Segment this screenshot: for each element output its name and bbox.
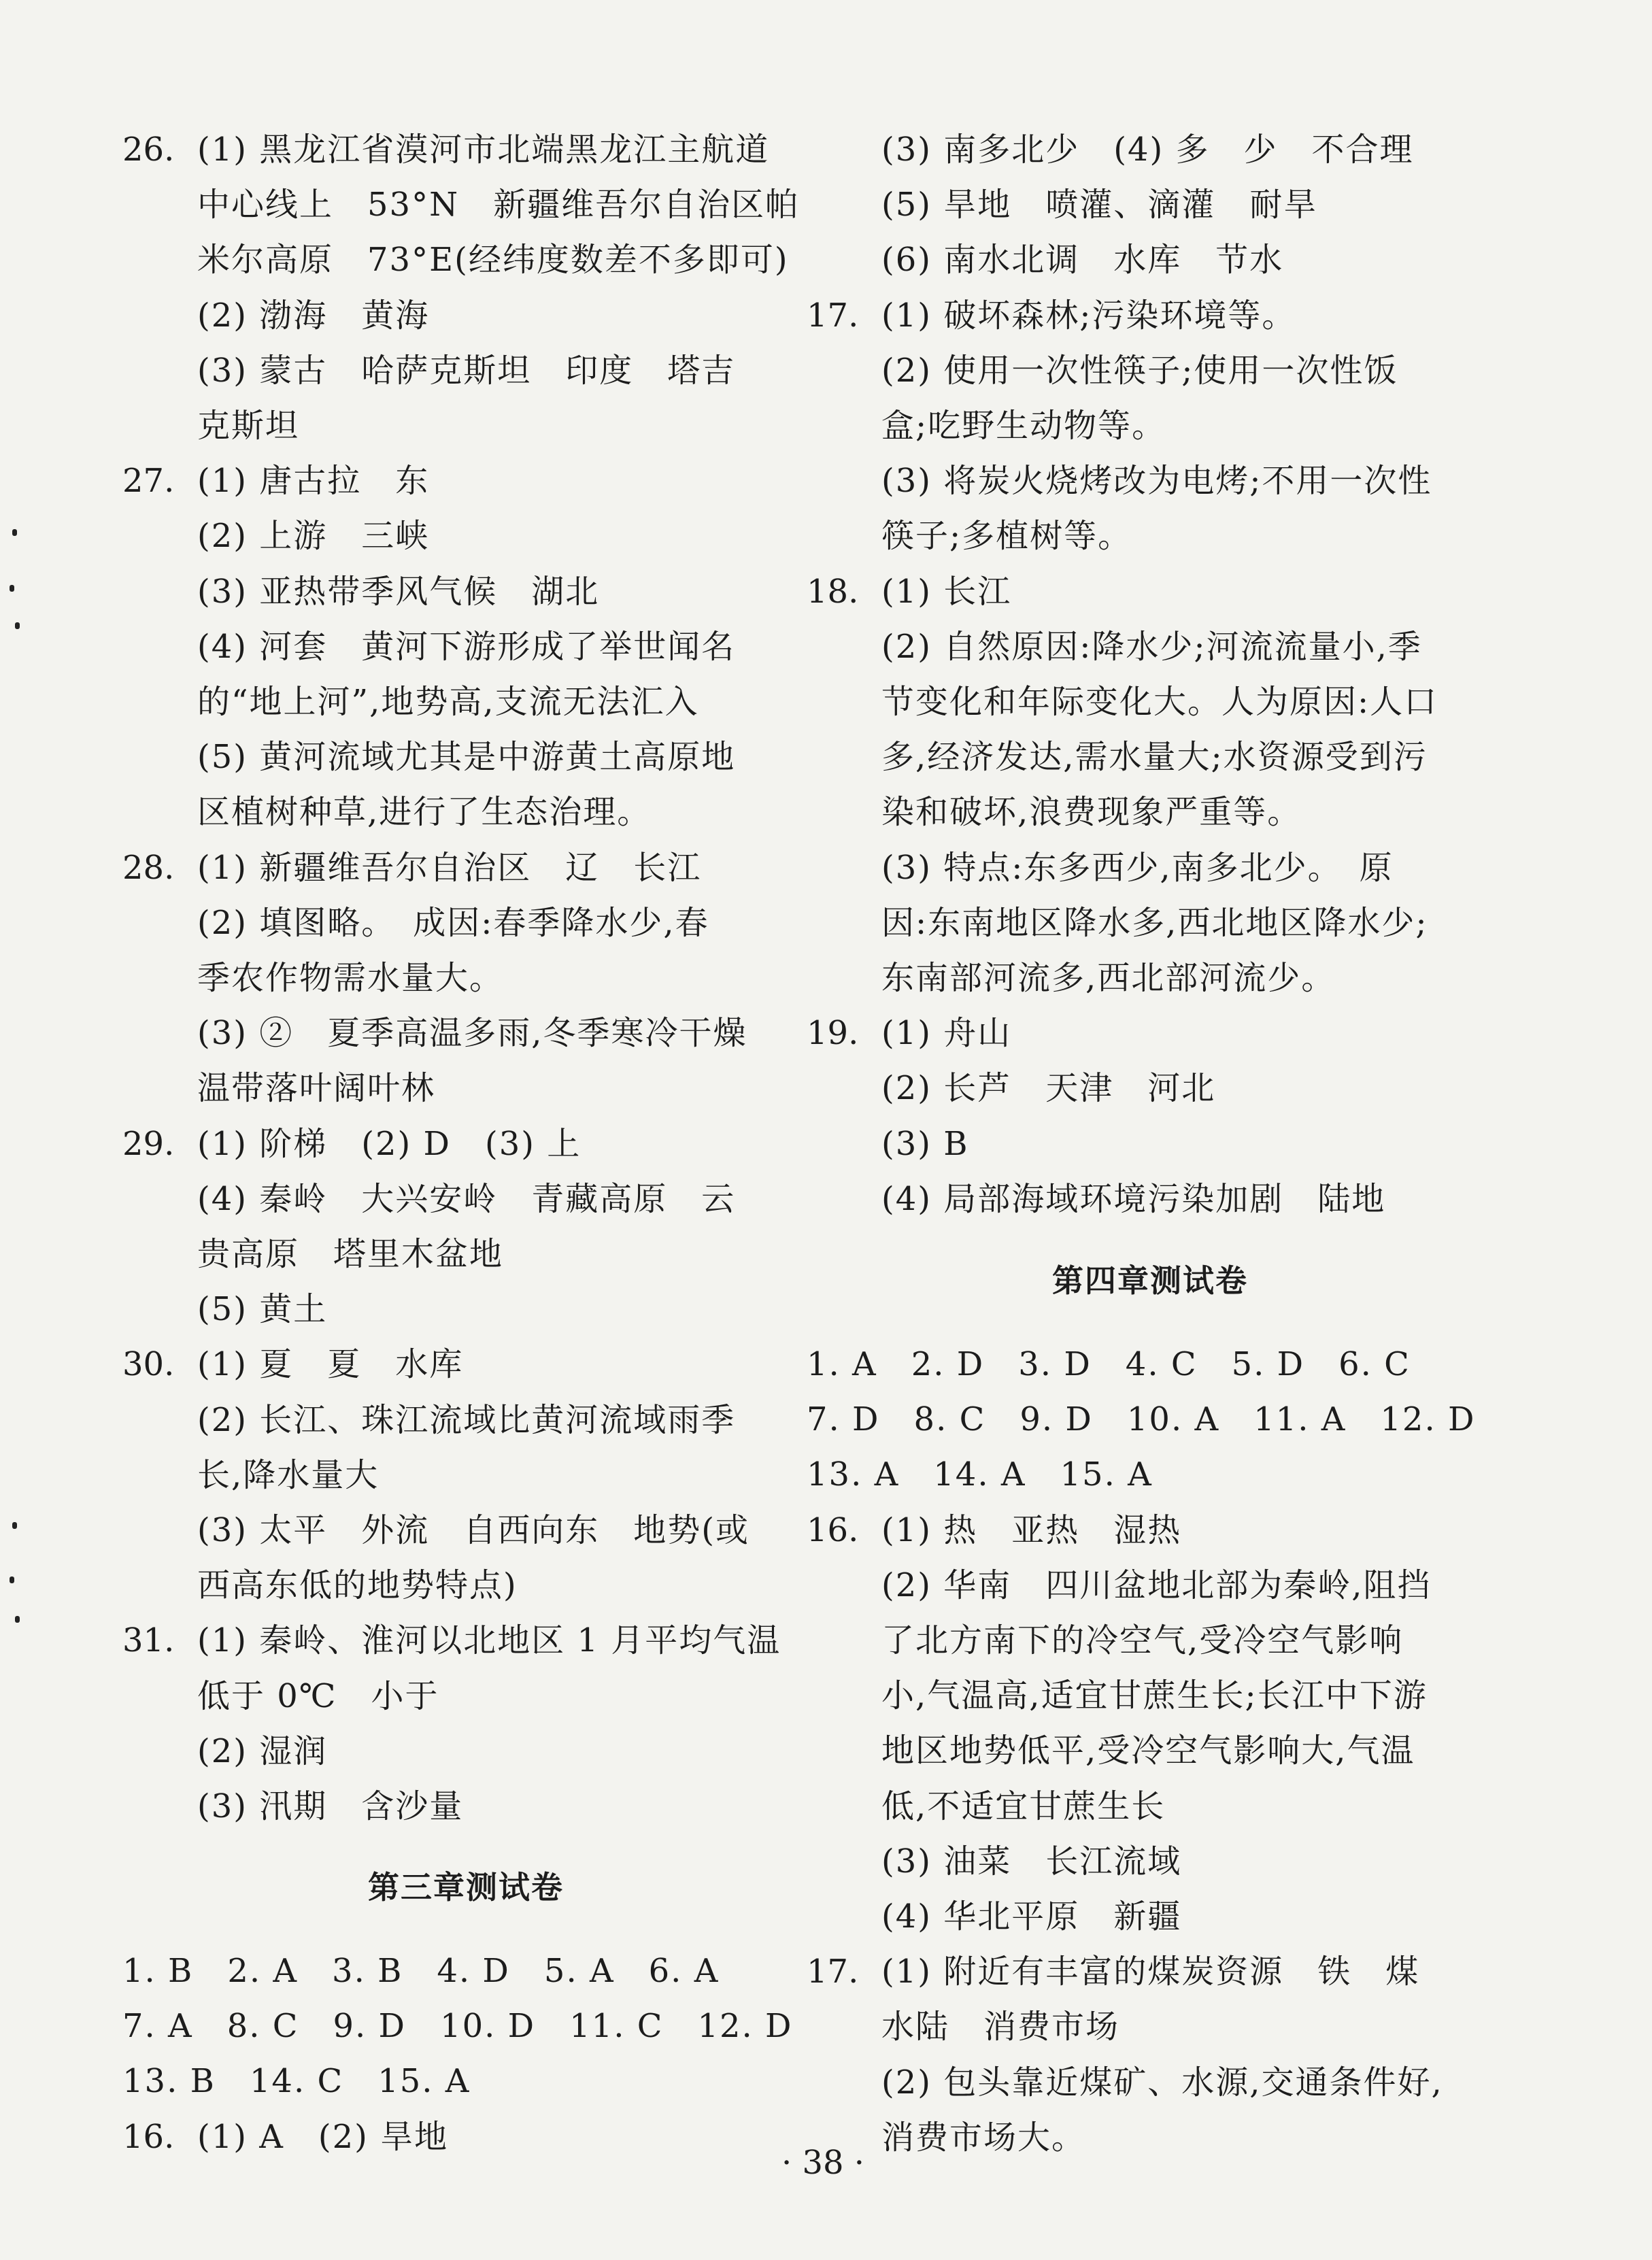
answer-line: 7. D 8. C 9. D 10. A 11. A 12. D [807, 1400, 1476, 1439]
answer-text: (1) 黑龙江省漠河市北端黑龙江主航道 [197, 131, 770, 169]
scan-mark [10, 1576, 14, 1583]
answer-line [122, 1124, 581, 1164]
answer-line: 小,气温高,适宜甘蔗生长;长江中下游 [881, 1676, 1428, 1715]
answer-line: 13. B 14. C 15. A [122, 2062, 471, 2101]
answer-line: 季农作物需水量大。 [197, 959, 504, 997]
section-heading: 第四章测试卷 [1052, 1262, 1248, 1299]
scan-mark [15, 1616, 20, 1623]
answer-line: (2) 上游 三峡 [197, 517, 430, 556]
question-number: 31. [122, 1621, 175, 1660]
answer-line: (3) 太平 外流 自西向东 地势(或 [197, 1511, 749, 1549]
answer-line: (3) ② 夏季高温多雨,冬季寒冷干燥 [197, 1014, 747, 1053]
answer-text: (1) 秦岭、淮河以北地区 1 月平均气温 [197, 1621, 781, 1660]
answer-line: 筷子;多植树等。 [881, 517, 1132, 556]
question-number: 30. [122, 1345, 175, 1384]
answer-line: (2) 填图略。 成因:春季降水少,春 [197, 903, 709, 942]
answer-line: 7. A 8. C 9. D 10. D 11. C 12. D [122, 2007, 793, 2046]
question-number: 16. [807, 1511, 859, 1549]
answer-line: 1. B 2. A 3. B 4. D 5. A 6. A [122, 1952, 720, 1990]
answer-line: (3) 特点:东多西少,南多北少。 原 [881, 848, 1394, 887]
answer-line: (2) 长芦 天津 河北 [881, 1069, 1216, 1108]
answer-line [122, 460, 429, 501]
answer-line [122, 1620, 781, 1661]
answer-line: 节变化和年际变化大。人为原因:人口 [881, 683, 1438, 721]
answer-line [807, 571, 1011, 612]
answer-text: (1) 破坏森林;污染环境等。 [881, 296, 1296, 335]
answer-line: 温带落叶阔叶林 [197, 1069, 436, 1108]
answer-line: 西高东低的地势特点) [197, 1566, 518, 1605]
scan-mark [10, 585, 14, 592]
answer-line: (4) 河套 黄河下游形成了举世闻名 [197, 627, 736, 666]
answer-line [807, 1510, 1181, 1551]
answer-line [807, 295, 1296, 336]
answer-line: (2) 长江、珠江流域比黄河流域雨季 [197, 1400, 736, 1439]
question-number: 17. [807, 296, 859, 335]
answer-line: 盒;吃野生动物等。 [881, 407, 1166, 445]
answer-text: (1) 舟山 [881, 1014, 1012, 1053]
answer-line [122, 129, 769, 170]
answer-line: 多,经济发达,需水量大;水资源受到污 [881, 738, 1428, 777]
answer-line: 东南部河流多,西北部河流少。 [881, 959, 1336, 997]
answer-line [122, 1344, 463, 1385]
answer-line: 长,降水量大 [197, 1455, 380, 1494]
answer-line: (3) B [881, 1124, 969, 1163]
answer-line: (2) 渤海 黄海 [197, 296, 430, 335]
answer-line: (3) 亚热带季风气候 湖北 [197, 572, 600, 611]
answer-line: 地区地势低平,受冷空气影响大,气温 [881, 1732, 1415, 1770]
answer-line: (4) 局部海域环境污染加剧 陆地 [881, 1179, 1386, 1218]
answer-text: (1) 新疆维吾尔自治区 辽 长江 [197, 848, 702, 887]
question-number: 17. [807, 1953, 859, 1991]
answer-line: (2) 华南 四川盆地北部为秦岭,阻挡 [881, 1566, 1432, 1604]
answer-text: (1) 夏 夏 水库 [197, 1345, 464, 1384]
answer-line [807, 1951, 1419, 1992]
answer-line: 水陆 消费市场 [881, 2008, 1120, 2046]
answer-line: 克斯坦 [197, 407, 300, 445]
answer-line: (2) 包头靠近煤矿、水源,交通条件好, [881, 2063, 1443, 2102]
page-number: · 38 · [781, 2144, 865, 2182]
answer-text: (1) 唐古拉 东 [197, 462, 430, 501]
question-number: 18. [807, 572, 859, 611]
answer-text: (1) 阶梯 (2) D (3) 上 [197, 1124, 581, 1163]
answer-line: (3) 蒙古 哈萨克斯坦 印度 塔吉 [197, 351, 736, 390]
answer-line: 因:东南地区降水多,西北地区降水少; [881, 903, 1428, 942]
answer-line: 消费市场大。 [881, 2118, 1086, 2157]
answer-line: (5) 旱地 喷灌、滴灌 耐旱 [881, 186, 1318, 224]
answer-line: 13. A 14. A 15. A [807, 1455, 1153, 1494]
answer-text: (1) 附近有丰富的煤炭资源 铁 煤 [881, 1953, 1420, 1991]
answer-line: 染和破坏,浪费现象严重等。 [881, 793, 1302, 832]
question-number: 26. [122, 131, 175, 169]
scan-mark [15, 622, 20, 629]
question-number: 16. [122, 2117, 175, 2156]
answer-line: (3) 将炭火烧烤改为电烤;不用一次性 [881, 462, 1432, 501]
answer-line [807, 1013, 1011, 1053]
answer-line: (3) 汛期 含沙量 [197, 1787, 464, 1825]
answer-line: 区植树种草,进行了生态治理。 [197, 793, 652, 832]
question-number: 28. [122, 848, 175, 887]
answer-line: (4) 秦岭 大兴安岭 青藏高原 云 [197, 1179, 736, 1218]
question-number: 29. [122, 1124, 175, 1163]
answer-line: (6) 南水北调 水库 节水 [881, 241, 1284, 280]
answer-line: (2) 湿润 [197, 1732, 328, 1770]
answer-text: (1) 热 亚热 湿热 [881, 1511, 1182, 1549]
answer-line: (2) 使用一次性筷子;使用一次性饭 [881, 351, 1398, 390]
answer-line: 1. A 2. D 3. D 4. C 5. D 6. C [807, 1345, 1411, 1383]
answer-line: (5) 黄河流域尤其是中游黄土高原地 [197, 738, 736, 777]
answer-line: 中心线上 53°N 新疆维吾尔自治区帕 [197, 186, 800, 224]
scan-mark [12, 1522, 17, 1529]
answer-line: 低于 0℃ 小于 [197, 1676, 439, 1715]
answer-line: 贵高原 塔里木盆地 [197, 1235, 504, 1273]
section-heading: 第三章测试卷 [368, 1869, 564, 1906]
question-number: 19. [807, 1014, 859, 1053]
answer-line: (5) 黄土 [197, 1290, 328, 1329]
answer-text: (1) A (2) 旱地 [197, 2117, 449, 2156]
answer-line: (3) 南多北少 (4) 多 少 不合理 [881, 131, 1414, 169]
answer-line: (4) 华北平原 新疆 [881, 1898, 1182, 1936]
answer-line: 了北方南下的冷空气,受冷空气影响 [881, 1621, 1404, 1659]
answer-line [122, 2116, 448, 2157]
answer-line: (2) 自然原因:降水少;河流流量小,季 [881, 627, 1422, 666]
answer-line [122, 847, 701, 888]
question-number: 27. [122, 462, 175, 501]
answer-line: 米尔高原 73°E(经纬度数差不多即可) [197, 241, 789, 280]
answer-text: (1) 长江 [881, 572, 1012, 611]
answer-line: 的“地上河”,地势高,支流无法汇入 [197, 683, 699, 721]
answer-line: (3) 油菜 长江流域 [881, 1842, 1182, 1880]
scan-mark [12, 529, 17, 536]
answer-line: 低,不适宜甘蔗生长 [881, 1787, 1166, 1825]
